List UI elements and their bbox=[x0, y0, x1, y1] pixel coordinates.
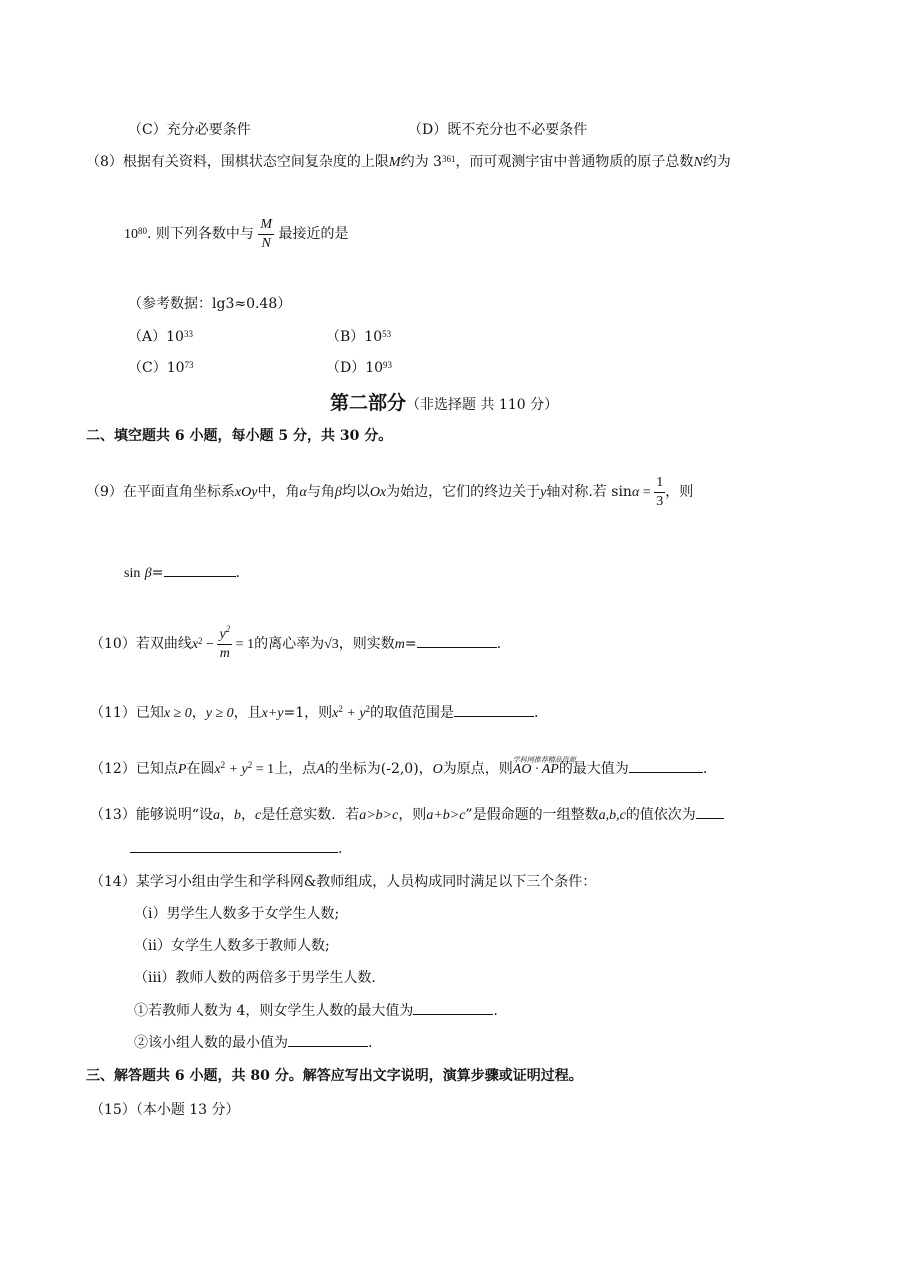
q14-cond-ii: （ⅱ）女学生人数多于教师人数; bbox=[134, 938, 330, 954]
q15-heading: （15）（本小题 13 分） bbox=[90, 1102, 240, 1118]
q13-line2: . bbox=[130, 838, 342, 859]
q8-option-d: $(D)10^{93}$ bbox=[326, 360, 393, 376]
section3-heading: 三、解答题共 6 小题，共 80 分。解答应写出文字说明，演算步骤或证明过程。 bbox=[86, 1068, 583, 1084]
q14-head: （14）某学习小组由学生和学科网&教师组成，人员构成同时满足以下三个条件： bbox=[90, 874, 597, 890]
q14-sub2: ②该小组人数的最小值为 . bbox=[134, 1032, 372, 1053]
q10: （10）若双曲线$x^2$ − $\frac{y^2}{m}$ = 1的离心率为√3，则实数m= . bbox=[90, 623, 502, 661]
q10-fraction: $\frac{y^2}{m}$ bbox=[219, 623, 231, 661]
q7-option-c: （C）充分必要条件 bbox=[128, 122, 251, 138]
q9-fraction: $\frac{1}{3}$ bbox=[656, 474, 664, 509]
q9-line1: （9）在平面直角坐标系xOy中，角α与角β均以Ox为始边，它们的终边关于y轴对称.若 sinα = $\frac{1}{3}$ ，则 bbox=[86, 474, 694, 509]
q14-cond-iii: （ⅲ）教师人数的两倍多于男学生人数. bbox=[134, 970, 376, 986]
q13-line1: （13）能够说明“设a，b，c是任意实数．若a>b>c，则a+b>c”是假命题的一组整数a,b,c的值依次为 bbox=[90, 804, 724, 826]
q13-answer-blank-2[interactable] bbox=[130, 838, 338, 853]
q9-line2: sin β= . bbox=[124, 562, 240, 584]
part2-heading: 第二部分（非选择题 共 110 分） bbox=[330, 392, 559, 414]
q7-option-d: （D）既不充分也不必要条件 bbox=[408, 122, 588, 138]
q8-reference: （参考数据：lg3≈0.48） bbox=[128, 296, 292, 312]
q14-sub1: ①若教师人数为 4，则女学生人数的最大值为 . bbox=[134, 1000, 498, 1021]
q13-answer-blank-1[interactable] bbox=[696, 804, 724, 819]
q8-option-c: $(C)10^{73}$ bbox=[128, 360, 194, 376]
q8-fraction: $\frac{M}{N}$ bbox=[260, 216, 273, 251]
q8-option-a: $(A)10^{33}$ bbox=[128, 329, 193, 345]
q11-answer-blank[interactable] bbox=[454, 702, 534, 717]
q14-answer-blank-1[interactable] bbox=[413, 1000, 493, 1015]
q14-cond-i: （ⅰ）男学生人数多于女学生人数; bbox=[134, 906, 340, 922]
q9-answer-blank[interactable] bbox=[164, 562, 236, 577]
q8-line1: （8）根据有关资料，围棋状态空间复杂度的上限M约为 $3^{361}$，而可观测宇宙中普通物质的原子总数N约为 bbox=[86, 154, 731, 170]
q14-answer-blank-2[interactable] bbox=[288, 1032, 368, 1047]
q8-option-b: $(B)10^{53}$ bbox=[326, 329, 392, 345]
q10-answer-blank[interactable] bbox=[417, 633, 497, 648]
q8-line2: $10^{80}$. 则下列各数中与 $\frac{M}{N}$ 最接近的是 bbox=[124, 216, 349, 251]
q11: （11）已知x ≥ 0，y ≥ 0，且x+y=1，则$x^2 + y^2$的取值范围是 . bbox=[90, 704, 539, 721]
q12-vector-product: 学科网推荐精品资源 AO · AP bbox=[512, 756, 576, 777]
q12: （12）已知点P在圆$x^2 + y^2 = 1$上，点A的坐标为(-2,0)，O为原点，则 学科网推荐精品资源 AO · AP的最大值为 . bbox=[90, 758, 707, 780]
q12-answer-blank[interactable] bbox=[629, 758, 703, 773]
section2-heading: 二、填空题共 6 小题，每小题 5 分，共 30 分。 bbox=[86, 428, 393, 444]
